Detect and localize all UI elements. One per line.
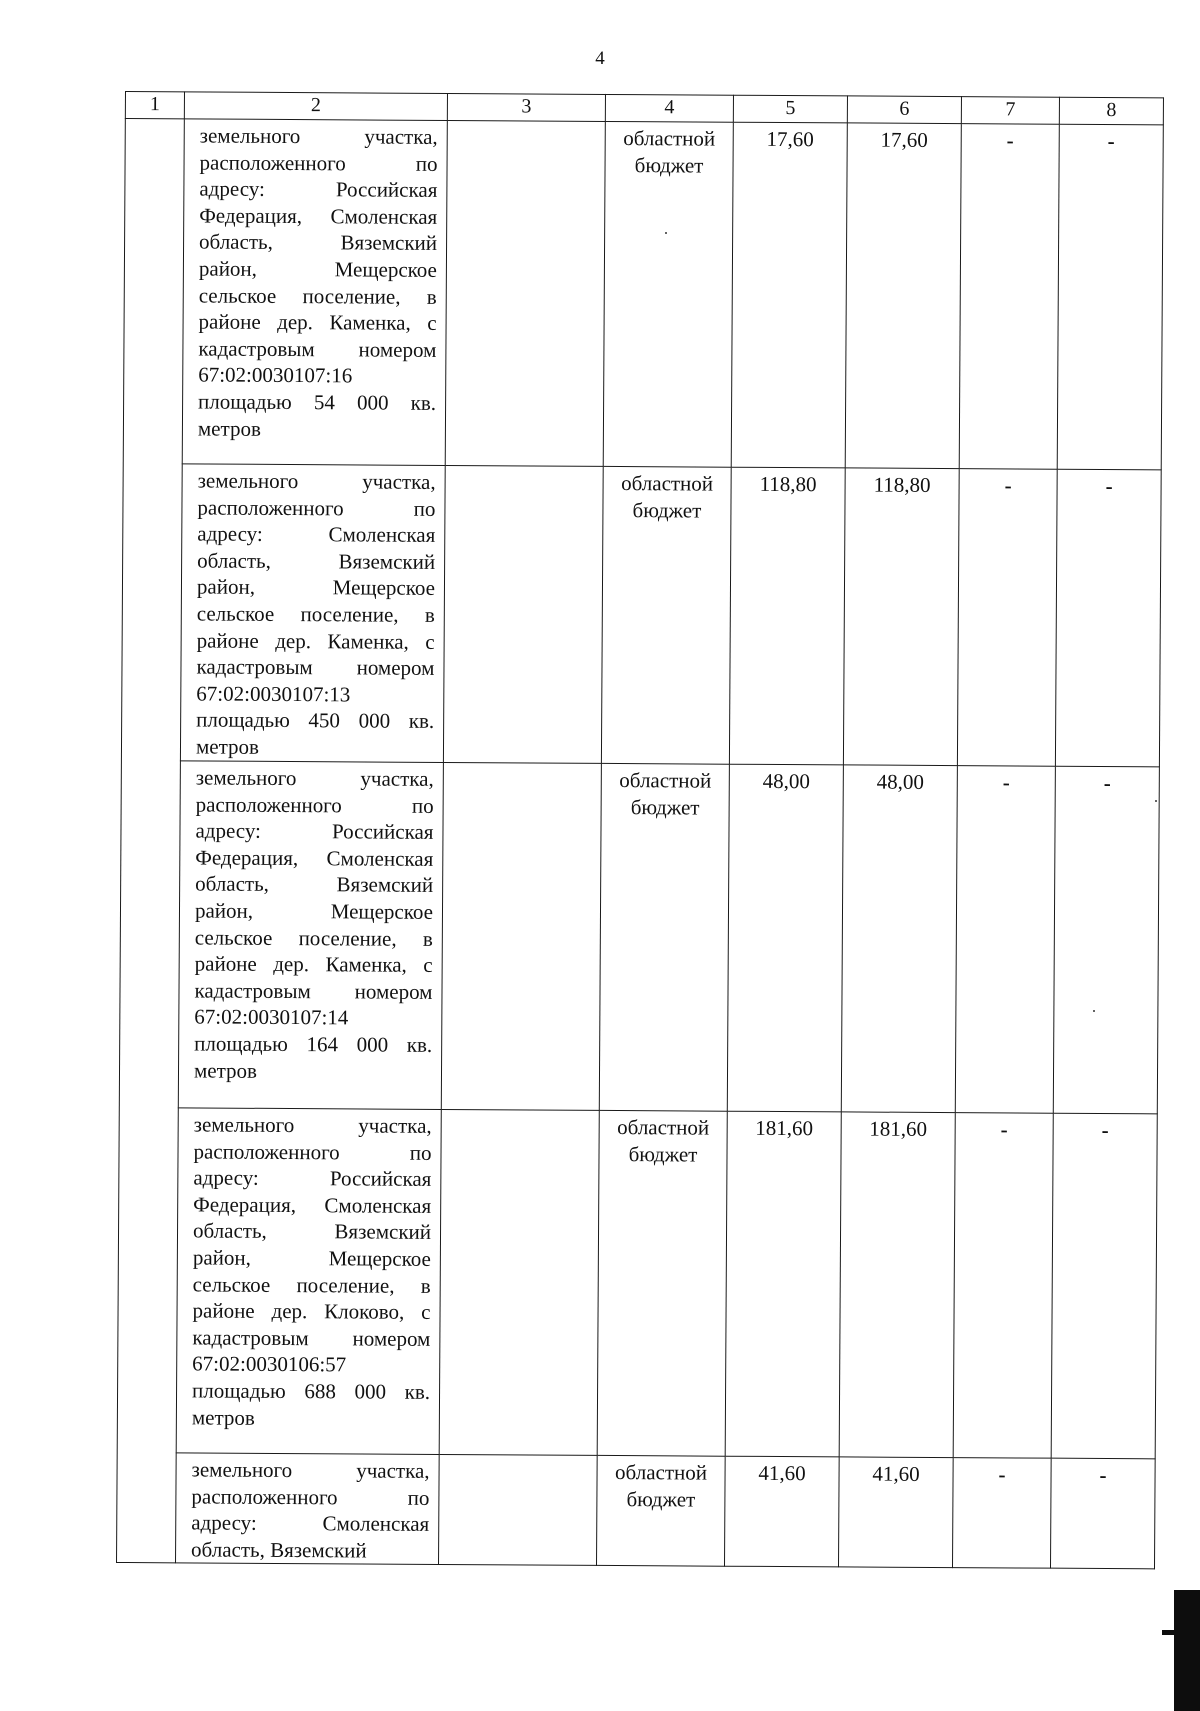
table-row bbox=[123, 119, 1163, 470]
col-5-value: 41,60 bbox=[758, 1460, 806, 1486]
col-6-cell bbox=[841, 765, 957, 1113]
description-cell bbox=[176, 1108, 441, 1455]
col-5-cell bbox=[725, 1111, 841, 1457]
budget-table bbox=[116, 91, 1164, 1570]
table-row bbox=[121, 463, 1161, 766]
header-col-8: 8 bbox=[1059, 97, 1163, 125]
funding-source-cell bbox=[597, 1110, 727, 1456]
col-8-cell bbox=[1053, 766, 1159, 1114]
col-7-cell bbox=[955, 766, 1055, 1114]
col-7-value: - bbox=[1000, 1117, 1008, 1142]
header-col-4: 4 bbox=[605, 94, 733, 122]
col-8-cell bbox=[1055, 469, 1161, 767]
col-6-value: 181,60 bbox=[869, 1116, 928, 1141]
col-7-value: - bbox=[1002, 770, 1010, 795]
col-7-value: - bbox=[1006, 128, 1014, 153]
col-8-value: - bbox=[1107, 129, 1115, 154]
col-5-cell bbox=[727, 764, 843, 1112]
funding-source-cell bbox=[599, 763, 729, 1111]
col-7-cell bbox=[952, 1458, 1051, 1569]
description-text: земельного участка, расположенного по адресу: Российская Федерация, Смоленская область, Вяземский район, Мещерское сельское поселение, в районе дер. Клоково, с кадастровым номером 67:02:0030106:57 площадью 688 000 кв. метров bbox=[191, 1112, 432, 1430]
header-col-1: 1 bbox=[125, 92, 184, 119]
col-5-cell bbox=[731, 122, 847, 468]
row-number-cell bbox=[117, 119, 185, 1564]
funding-source-text: областной бюджет bbox=[621, 471, 714, 523]
scan-edge-shadow bbox=[1174, 1590, 1200, 1711]
col-8-value: - bbox=[1099, 1462, 1107, 1488]
col-3-cell bbox=[441, 762, 601, 1110]
header-col-7: 7 bbox=[961, 97, 1059, 125]
col-8-cell bbox=[1050, 1458, 1155, 1569]
funding-source-cell bbox=[596, 1455, 725, 1566]
col-5-value: 17,60 bbox=[766, 126, 814, 152]
document-sheet bbox=[116, 91, 1155, 1570]
col-3-cell bbox=[445, 120, 605, 466]
col-6-value: 17,60 bbox=[880, 127, 928, 152]
description-text: земельного участка, расположенного по адресу: Смоленская область, Вяземский bbox=[191, 1457, 430, 1563]
description-text: земельного участка, расположенного по адресу: Смоленская область, Вяземский район, Мещерское сельское поселение, в районе дер. Каменка, с кадастровым номером 67:02:0030107:13 площадью 450 000 кв. метров bbox=[195, 468, 436, 759]
col-8-value: - bbox=[1101, 1117, 1109, 1143]
col-5-value: 48,00 bbox=[762, 768, 810, 794]
col-8-cell bbox=[1051, 1113, 1157, 1459]
funding-source-cell bbox=[601, 466, 731, 764]
scan-speck bbox=[1155, 800, 1157, 802]
col-6-cell bbox=[843, 468, 959, 766]
col-6-cell bbox=[839, 1112, 955, 1458]
description-cell bbox=[182, 119, 447, 466]
col-7-value: - bbox=[998, 1462, 1006, 1487]
col-5-cell bbox=[729, 467, 845, 765]
col-6-cell bbox=[838, 1457, 953, 1568]
col-6-cell bbox=[845, 123, 961, 469]
col-7-value: - bbox=[1004, 473, 1012, 498]
table-row bbox=[119, 760, 1159, 1113]
description-cell bbox=[180, 464, 445, 763]
header-col-5: 5 bbox=[733, 95, 847, 123]
funding-source-text: областной бюджет bbox=[617, 1115, 710, 1167]
col-8-value: - bbox=[1103, 770, 1111, 796]
funding-source-cell bbox=[603, 121, 733, 467]
col-3-cell bbox=[443, 465, 603, 763]
col-7-cell bbox=[959, 124, 1059, 470]
header-col-6: 6 bbox=[847, 96, 961, 124]
funding-source-text: областной бюджет bbox=[615, 1460, 708, 1512]
col-6-value: 48,00 bbox=[876, 769, 924, 794]
col-8-value: - bbox=[1105, 473, 1113, 499]
description-cell bbox=[176, 1453, 440, 1565]
scan-edge-notch bbox=[1162, 1630, 1184, 1635]
col-8-cell bbox=[1057, 124, 1163, 470]
col-6-value: 118,80 bbox=[873, 472, 931, 497]
description-text: земельного участка, расположенного по адресу: Российская Федерация, Смоленская область, Вяземский район, Мещерское сельское поселение, в районе дер. Каменка, с кадастровым номером 67:02:0030107:16 площадью 54 000 кв. метров bbox=[197, 123, 438, 441]
description-text: земельного участка, расположенного по адресу: Российская Федерация, Смоленская область, Вяземский район, Мещерское сельское поселение, в районе дер. Каменка, с кадастровым номером 67:02:0030107:14 площадью 164 000 кв. метров bbox=[193, 765, 434, 1083]
funding-source-text: областной бюджет bbox=[619, 768, 712, 820]
description-cell bbox=[178, 761, 443, 1110]
col-6-value: 41,60 bbox=[872, 1461, 920, 1486]
header-col-3: 3 bbox=[447, 93, 605, 121]
col-5-cell bbox=[724, 1456, 839, 1567]
col-3-cell bbox=[439, 1109, 599, 1455]
header-col-2: 2 bbox=[184, 92, 447, 121]
col-7-cell bbox=[953, 1113, 1053, 1459]
page-number: 4 bbox=[595, 48, 605, 69]
funding-source-text: областной бюджет bbox=[623, 126, 716, 178]
table-row bbox=[117, 1107, 1157, 1458]
col-7-cell bbox=[957, 469, 1057, 767]
col-3-cell bbox=[439, 1454, 598, 1565]
table-row bbox=[117, 1452, 1156, 1569]
scan-speck bbox=[1093, 1010, 1095, 1012]
col-5-value: 118,80 bbox=[759, 471, 817, 497]
col-5-value: 181,60 bbox=[755, 1115, 814, 1141]
scan-speck bbox=[665, 232, 667, 234]
